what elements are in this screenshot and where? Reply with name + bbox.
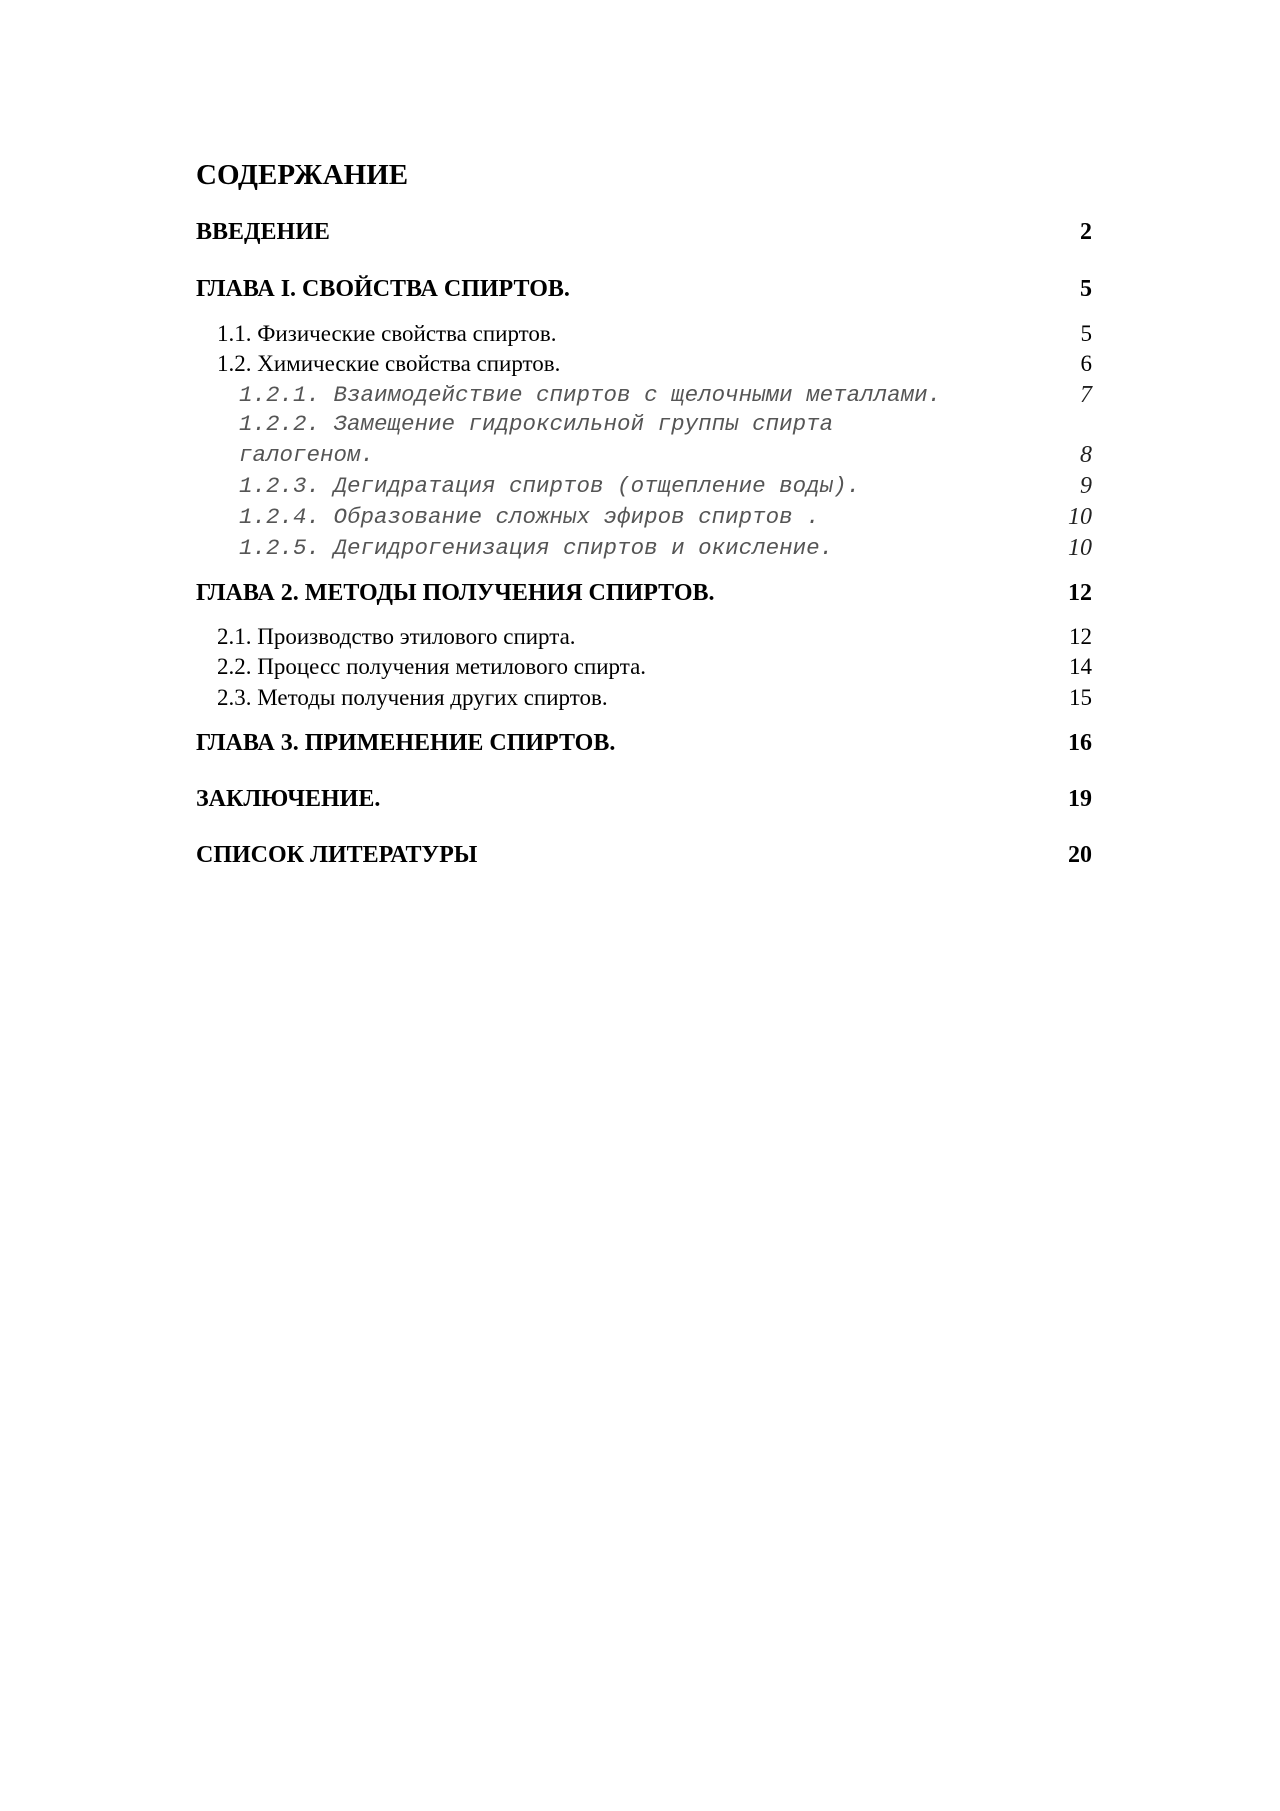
toc-title: СОДЕРЖАНИЕ — [196, 159, 409, 191]
toc-entry-text: галогеном. — [239, 442, 375, 468]
toc-entry-chapter-1 — [0, 274, 1280, 304]
toc-entry-section-1-2-1 — [0, 380, 1280, 410]
toc-entry-section-1-2-2-cont — [0, 440, 1280, 470]
toc-entry-text: ГЛАВА I. СВОЙСТВА СПИРТОВ. — [196, 276, 570, 302]
toc-entry-page: 14 — [1069, 654, 1092, 679]
toc-entry-section-2-3 — [0, 683, 1280, 713]
toc-entry-text: 1.2.4. Образование сложных эфиров спиртов . — [239, 504, 820, 530]
toc-entry-section-2-2 — [0, 652, 1280, 682]
toc-entry-references — [0, 840, 1280, 870]
toc-entry-introduction — [0, 217, 1280, 247]
toc-entry-page: 2 — [1080, 219, 1092, 245]
toc-entry-text: ГЛАВА 3. ПРИМЕНЕНИЕ СПИРТОВ. — [196, 730, 616, 756]
toc-entry-text: ЗАКЛЮЧЕНИЕ. — [196, 786, 381, 812]
toc-entry-text: 1.2.2. Замещение гидроксильной группы спирта — [239, 411, 834, 437]
toc-entry-text: ГЛАВА 2. МЕТОДЫ ПОЛУЧЕНИЯ СПИРТОВ. — [196, 580, 715, 606]
toc-entry-page: 20 — [1068, 842, 1092, 868]
toc-entry-section-2-1 — [0, 622, 1280, 652]
toc-entry-page: 5 — [1080, 321, 1092, 346]
toc-entry-page: 10 — [1068, 504, 1092, 530]
toc-entry-page: 16 — [1068, 730, 1092, 756]
toc-entry-text: 1.2.1. Взаимодействие спиртов с щелочными металлами. — [239, 382, 942, 408]
toc-entry-text: 2.3. Методы получения других спиртов. — [217, 685, 608, 710]
toc-entry-text: 2.1. Производство этилового спирта. — [217, 624, 576, 649]
toc-entry-text: 1.1. Физические свойства спиртов. — [217, 321, 557, 346]
toc-entry-page: 19 — [1068, 786, 1092, 812]
toc-entry-conclusion — [0, 784, 1280, 814]
toc-entry-page: 12 — [1069, 624, 1092, 649]
toc-entry-page: 7 — [1080, 382, 1092, 408]
toc-entry-chapter-2 — [0, 578, 1280, 608]
toc-entry-section-1-1 — [0, 319, 1280, 349]
toc-entry-page: 6 — [1080, 351, 1092, 376]
toc-entry-text: 1.2.3. Дегидратация спиртов (отщепление воды). — [239, 473, 861, 499]
toc-entry-chapter-3 — [0, 728, 1280, 758]
toc-entry-section-1-2-2 — [0, 409, 1280, 439]
toc-entry-section-1-2-3 — [0, 471, 1280, 501]
toc-entry-text: 1.2. Химические свойства спиртов. — [217, 351, 561, 376]
toc-entry-text: 2.2. Процесс получения метилового спирта. — [217, 654, 647, 679]
toc-entry-text: ВВЕДЕНИЕ — [196, 219, 330, 245]
toc-entry-text: 1.2.5. Дегидрогенизация спиртов и окисление. — [239, 535, 834, 561]
toc-entry-text: СПИСОК ЛИТЕРАТУРЫ — [196, 842, 478, 868]
toc-entry-section-1-2-5 — [0, 533, 1280, 563]
toc-entry-section-1-2 — [0, 349, 1280, 379]
toc-entry-page: 12 — [1068, 580, 1092, 606]
toc-entry-page: 10 — [1068, 535, 1092, 561]
toc-entry-page: 8 — [1080, 442, 1092, 468]
toc-entry-page: 5 — [1080, 276, 1092, 302]
toc-entry-section-1-2-4 — [0, 502, 1280, 532]
toc-entry-page: 15 — [1069, 685, 1092, 710]
toc-entry-page: 9 — [1080, 473, 1092, 499]
